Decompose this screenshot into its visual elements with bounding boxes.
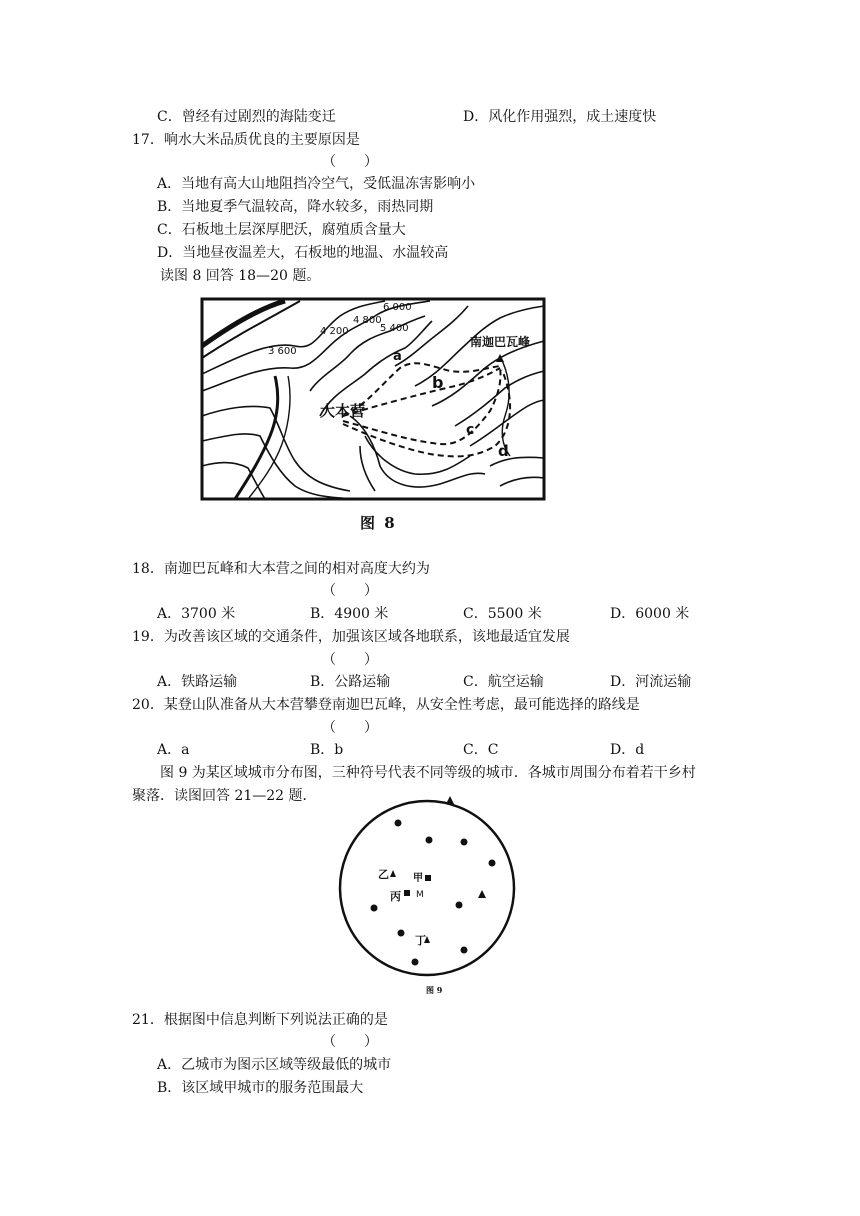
fig9-triangle-city — [446, 796, 454, 804]
fig9-triangle-city-yi — [390, 870, 396, 877]
fig9-dot — [371, 905, 378, 912]
q21-answer-paren: （ ） — [322, 1034, 378, 1050]
fig9-label-yi: 乙 — [378, 868, 389, 881]
fig8-route-d: d — [498, 442, 509, 460]
q20-option-d: D．d — [610, 742, 645, 758]
q19-option-d: D．河流运输 — [610, 674, 692, 690]
fig8-route-a: a — [393, 349, 402, 364]
fig8-peak-label: 南迦巴瓦峰 — [470, 335, 531, 349]
q17-option-a: A．当地有高大山地阻挡冷空气，受低温冻害影响小 — [157, 176, 476, 192]
q18-stem: 18．南迦巴瓦峰和大本营之间的相对高度大约为 — [132, 561, 430, 577]
q18-option-d: D．6000 米 — [610, 606, 690, 622]
q18-option-c: C．5500 米 — [463, 606, 542, 622]
fig9-label-ding: 丁 — [415, 934, 426, 947]
q20-option-b: B．b — [310, 742, 344, 758]
fig9-caption: 图 9 — [426, 985, 443, 995]
fig8-contour-3600: 3 600 — [268, 346, 297, 357]
fig9-dot — [426, 837, 433, 844]
fig9-dot — [398, 930, 405, 937]
fig9-dot — [412, 959, 419, 966]
fig8-contour-6000: 6 000 — [383, 302, 412, 313]
q18-option-a: A．3700 米 — [157, 606, 236, 622]
fig9-label-jia: 甲 — [413, 873, 423, 884]
fig9-intro-line-2: 聚落．读图回答 21—22 题． — [132, 788, 317, 804]
fig8-contour-4200: 4 200 — [320, 326, 349, 337]
fig9-intro-line-1: 图 9 为某区域城市分布图，三种符号代表不同等级的城市．各城市周围分布着若干乡村 — [160, 765, 696, 781]
q17-stem: 17．响水大米品质优良的主要原因是 — [132, 132, 360, 148]
q21-option-a: A．乙城市为图示区域等级最低的城市 — [157, 1057, 392, 1073]
fig8-camp-label: 大本营 — [320, 402, 366, 420]
figure-8-contour-map — [200, 296, 548, 502]
fig9-dot — [461, 947, 468, 954]
q19-option-c: C．航空运输 — [463, 674, 544, 690]
fig9-square-city-bing — [404, 890, 410, 896]
fig9-dot — [489, 860, 496, 867]
fig9-dot — [395, 820, 402, 827]
q19-stem: 19．为改善该区域的交通条件，加强该区域各地联系，该地最适宜发展 — [132, 629, 570, 645]
q17-option-b: B．当地夏季气温较高，降水较多，雨热同期 — [157, 199, 434, 215]
q17-option-c: C．石板地土层深厚肥沃，腐殖质含量大 — [157, 222, 406, 238]
q20-option-a: A．a — [157, 742, 190, 758]
fig9-square-city-jia — [425, 875, 431, 881]
fig8-intro: 读图 8 回答 18—20 题。 — [160, 268, 321, 284]
q17-option-d: D．当地昼夜温差大，石板地的地温、水温较高 — [157, 245, 449, 261]
fig8-route-b: b — [432, 373, 444, 392]
q20-stem: 20．某登山队准备从大本营攀登南迦巴瓦峰，从安全性考虑，最可能选择的路线是 — [132, 697, 640, 713]
q19-option-b: B．公路运输 — [310, 674, 391, 690]
q21-stem: 21．根据图中信息判断下列说法正确的是 — [132, 1012, 388, 1028]
fig9-dot — [461, 839, 468, 846]
figure-9-city-distribution — [338, 788, 518, 1000]
fig9-triangle-city — [478, 890, 486, 898]
q17-answer-paren: （ ） — [322, 154, 378, 170]
q20-answer-paren: （ ） — [322, 720, 378, 736]
fig8-route-c: c — [466, 422, 475, 438]
q18-option-b: B．4900 米 — [310, 606, 389, 622]
q19-option-a: A．铁路运输 — [157, 674, 238, 690]
q19-answer-paren: （ ） — [322, 652, 378, 668]
q16-option-d: D．风化作用强烈，成土速度快 — [463, 109, 657, 125]
q16-option-c: C．曾经有过剧烈的海陆变迁 — [157, 109, 336, 125]
fig8-caption: 图 8 — [360, 514, 397, 532]
fig9-label-m: M — [416, 890, 424, 900]
q18-answer-paren: （ ） — [322, 583, 378, 599]
fig8-contour-4800: 4 800 — [353, 315, 382, 326]
fig9-label-bing: 丙 — [390, 890, 401, 903]
q21-option-b: B．该区域甲城市的服务范围最大 — [157, 1080, 364, 1096]
q20-option-c: C．C — [463, 742, 499, 758]
fig8-contour-5400: 5 400 — [380, 323, 409, 334]
fig9-dot — [456, 902, 463, 909]
